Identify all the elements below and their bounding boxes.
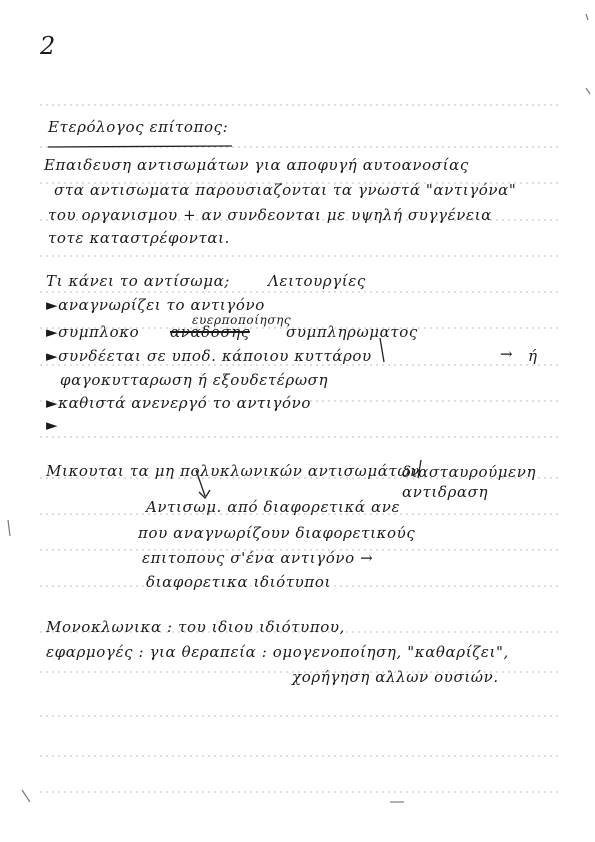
bullet-arrow-icon: ► [46, 296, 59, 314]
struck-word: αναδοσης [170, 323, 250, 341]
empty-bullet [46, 416, 58, 434]
list-item: ►συνδέεται σε υποδ. κάποιου κυττάρου [46, 347, 372, 365]
section4-line: Μονοκλωνικα : του ιδιου ιδιότυπου, [46, 618, 346, 636]
arrow-label: ή [528, 347, 538, 365]
section3-line: διαφορετικα ιδιότυποι [146, 573, 331, 591]
cross-reactivity-note: διασταυρούμενη αντιδραση [402, 463, 537, 501]
bullet-arrow-icon: ► [46, 394, 59, 412]
list-item: ►καθιστά ανενεργό το αντιγόνο [46, 394, 311, 412]
list-item: ►αναγνωρίζει το αντιγόνο [46, 296, 265, 314]
bullet-arrow-icon: ► [46, 347, 59, 365]
list-item-continuation: φαγοκυτταρωση ή εξουδετέρωση [60, 371, 329, 389]
section1-line: τοτε καταστρέφονται. [48, 229, 230, 247]
section1-line: Επαιδευση αντισωμάτων για αποφυγή αυτοανοσίας [44, 156, 469, 174]
function-question: Τι κάνει το αντίσωμα; [46, 272, 230, 290]
bullet-arrow-icon: ► [46, 323, 59, 341]
list-item-continuation: συμπληρωματος [286, 323, 418, 341]
functions-heading: Λειτουργίες [268, 272, 366, 290]
bullet-arrow-icon: ► [46, 416, 59, 434]
page-number: 2 [40, 32, 56, 60]
section3-line: επιτοπους σ'ένα αντιγόνο → [142, 549, 374, 567]
section1-line: στα αντισωματα παρουσιαζονται τα γνωστά "αντιγόνα" [54, 181, 517, 199]
section4-line: χορήγηση αλλων ουσιών. [292, 668, 499, 686]
section4-line: εφαρμογές : για θεραπεία : ομογενοποίηση, "καθαρίζει", [46, 643, 509, 661]
inserted-word: ευερποποίησης [192, 313, 292, 327]
section1-line: του οργανισμου + αν συνδεονται με υψηλή συγγένεια [48, 206, 492, 224]
right-arrow-icon: → [500, 345, 514, 363]
list-item: ►συμπλοκο [46, 323, 140, 341]
section3-line: Μικουται τα μη πολυκλωνικών αντισωμάτων [46, 462, 420, 480]
section3-line: Αντισωμ. από διαφορετικά ανε [146, 498, 401, 516]
section1-title: Ετερόλογος επίτοπος: [48, 118, 229, 136]
section3-line: που αναγνωρίζουν διαφορετικούς [138, 524, 416, 542]
